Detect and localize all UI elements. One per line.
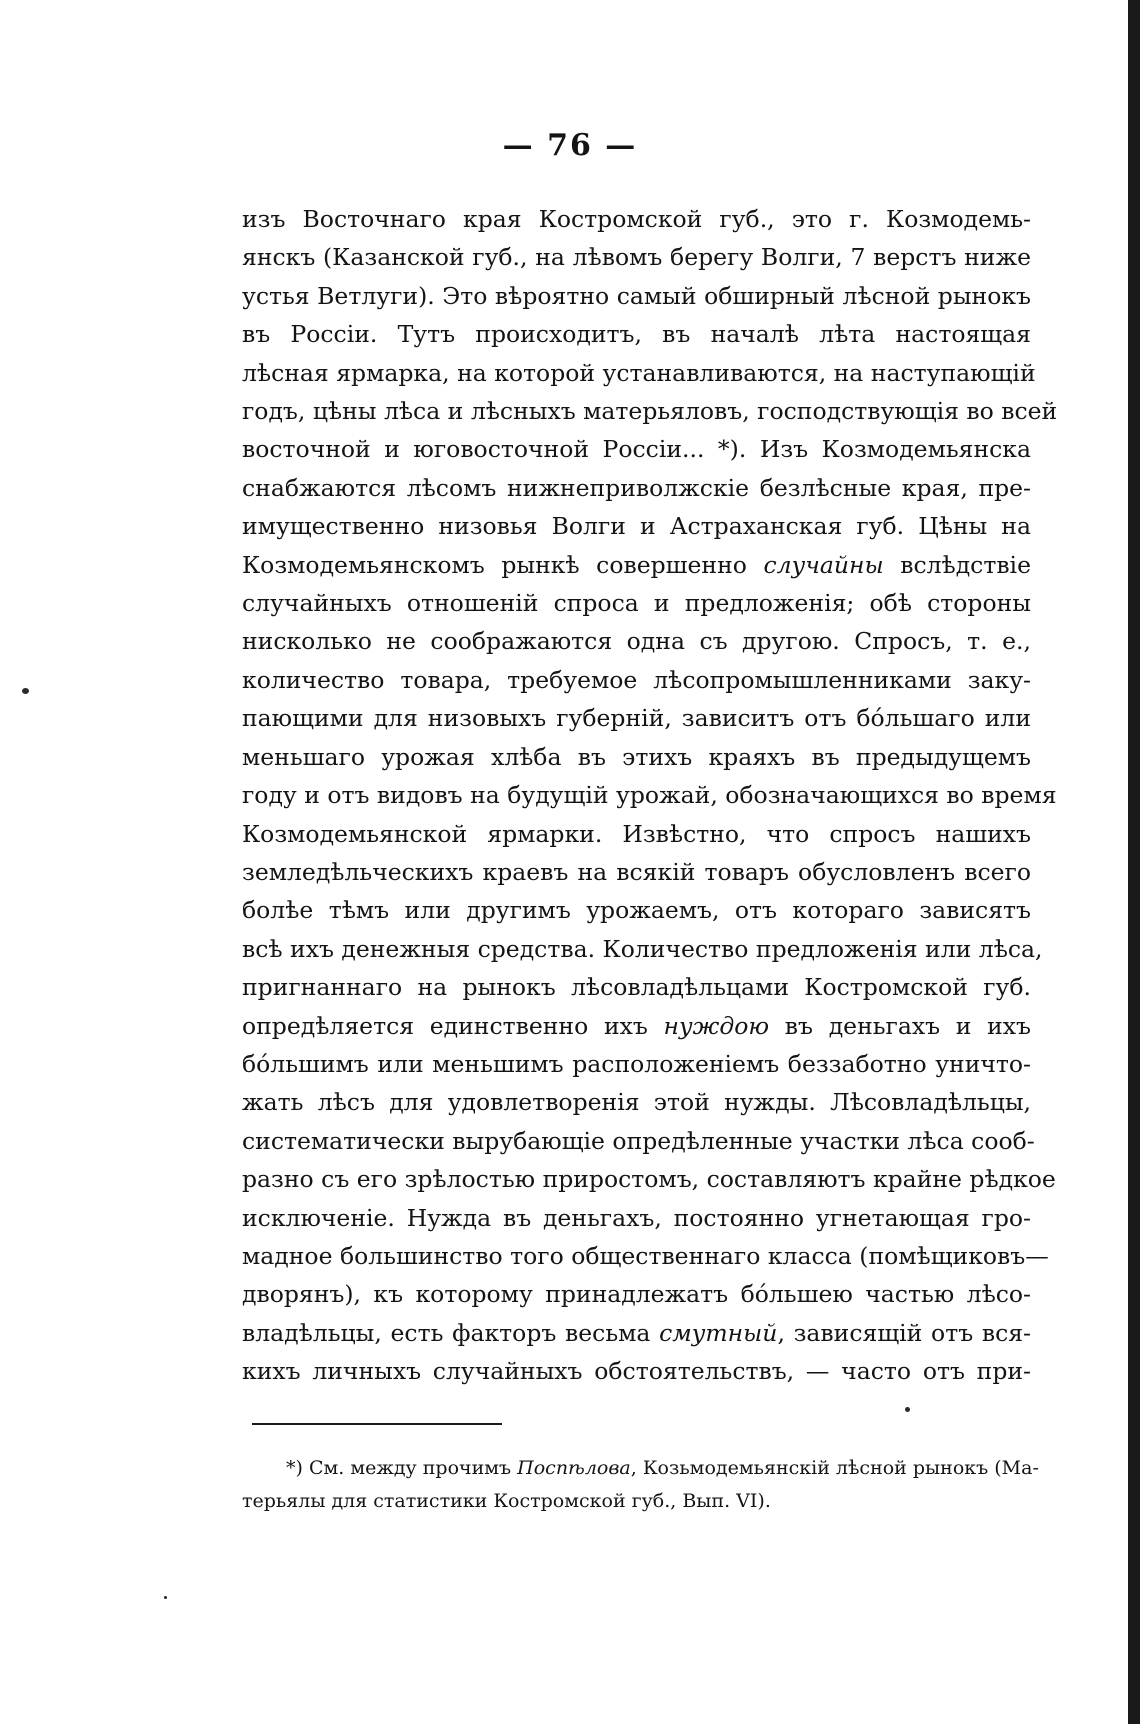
- text-line-9: имущественно низовья Волги и Астраханская губ. Цѣны на: [242, 512, 1031, 541]
- text-line-21: пригнаннаго на рынокъ лѣсовладѣльцами Костромской губ.: [242, 973, 1031, 1002]
- text-line-8: снабжаются лѣсомъ нижнеприволжскіе безлѣсные края, пре-: [242, 473, 1031, 502]
- text-line-16: году и отъ видовъ на будущій урожай, обозначающихся во время: [242, 781, 1057, 810]
- text-line-13: количество товара, требуемое лѣсопромышленниками заку-: [242, 665, 1031, 694]
- emphasized-word: случайны: [763, 550, 884, 579]
- text-line-11: случайныхъ отношеній спроса и предложенія; обѣ стороны: [242, 589, 1031, 618]
- footnote-line-1: [242, 1452, 1039, 1485]
- text-line-4: въ Россіи. Тутъ происходитъ, въ началѣ лѣта настоящая: [242, 320, 1031, 349]
- body-text: [242, 200, 1058, 1391]
- text-line-19: болѣе тѣмъ или другимъ урожаемъ, отъ котораго зависятъ: [242, 896, 1031, 925]
- text-line-29: дворянъ), къ которому принадлежатъ бóльшею частью лѣсо-: [242, 1280, 1031, 1309]
- text-line-5: лѣсная ярмарка, на которой устанавливаются, на наступающій: [242, 358, 1036, 387]
- text-line-14: пающими для низовыхъ губерній, зависитъ отъ бóльшаго или: [242, 704, 1031, 733]
- text-line-12: нисколько не соображаются одна съ другою. Спросъ, т. е.,: [242, 627, 1031, 656]
- scan-speck: [905, 1407, 910, 1412]
- text-line-7: восточной и юговосточной Россіи... *). Изъ Козмодемьянска: [242, 435, 1031, 464]
- footnote-prefix: *) См. между прочимъ: [286, 1457, 518, 1479]
- text-line-26: разно съ его зрѣлостью приростомъ, составляютъ крайне рѣдкое: [242, 1165, 1056, 1194]
- scan-speck: [164, 1596, 167, 1599]
- emphasized-word: нуждою: [663, 1011, 770, 1040]
- text-line-2: янскъ (Казанской губ., на лѣвомъ берегу Волги, 7 верстъ ниже: [242, 243, 1031, 272]
- text-line-31: кихъ личныхъ случайныхъ обстоятельствъ, — часто отъ при-: [242, 1357, 1031, 1386]
- scan-speck: [22, 688, 29, 694]
- text-line-17: Козмодемьянской ярмарки. Извѣстно, что спросъ нашихъ: [242, 819, 1031, 848]
- text-line-30: владѣльцы, есть факторъ весьма смутный, зависящій отъ вся-: [242, 1318, 1031, 1347]
- text-line-22: опредѣляется единственно ихъ нуждою въ деньгахъ и ихъ: [242, 1011, 1032, 1040]
- page-edge-shadow: [1128, 0, 1140, 1724]
- emphasized-word: смутный: [659, 1318, 778, 1347]
- text-line-20: всѣ ихъ денежныя средства. Количество предложенія или лѣса,: [242, 934, 1043, 963]
- text-line-15: меньшаго урожая хлѣба въ этихъ краяхъ въ предыдущемъ: [242, 742, 1031, 771]
- text-line-3: устья Ветлуги). Это вѣроятно самый обширный лѣсной рынокъ: [242, 281, 1031, 310]
- text-line-23: бóльшимъ или меньшимъ расположеніемъ беззаботно уничто-: [242, 1049, 1031, 1078]
- footnote-line-2: терьялы для статистики Костромской губ., Вып. VI).: [242, 1490, 771, 1512]
- text-line-10: Козмодемьянскомъ рынкѣ совершенно случайны вслѣдствіе: [242, 550, 1031, 579]
- footnote-title: , Козьмодемьянскій лѣсной рынокъ (Ма-: [630, 1457, 1039, 1479]
- text-line-18: земледѣльческихъ краевъ на всякій товаръ обусловленъ всего: [242, 857, 1031, 886]
- text-line-27: исключеніе. Нужда въ деньгахъ, постоянно угнетающая гро-: [242, 1203, 1031, 1232]
- footnote-divider: [252, 1423, 502, 1425]
- footnote-author: Поспѣлова: [517, 1457, 631, 1479]
- text-line-28: мадное большинство того общественнаго класса (помѣщиковъ—: [242, 1241, 1049, 1270]
- text-line-25: систематически вырубающіе опредѣленные участки лѣса сооб-: [242, 1126, 1035, 1155]
- footnote: [242, 1452, 1039, 1518]
- text-line-1: изъ Восточнаго края Костромской губ., это г. Козмодемь-: [242, 205, 1031, 233]
- page-number: — 76 —: [502, 128, 638, 163]
- text-line-6: годъ, цѣны лѣса и лѣсныхъ матерьяловъ, господствующія во всей: [242, 397, 1058, 426]
- text-line-24: жать лѣсъ для удовлетворенія этой нужды. Лѣсовладѣльцы,: [242, 1088, 1031, 1117]
